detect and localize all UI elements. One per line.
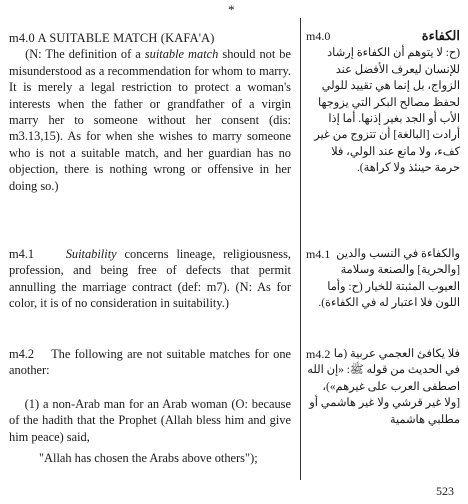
arabic-body: فلا يكافئ العجمي عربية (ما في الحديث من قوله ﷺ: «إن الله اصطفى العرب على غيرهم»)، [ولا غير قرشي ولا غير هاشمي أو مطلبي هاشمية [307,348,460,426]
section-body: concerns lineage, religiousness, profession, and being free of defects that permit annulling the marriage contract (def: m7). (N: As for color, it is of no consideration in suitability.) [9,247,292,311]
section-ref: m4.0 [9,31,35,45]
arabic-ref: m4.1 [306,247,331,261]
section-heading [9,31,215,45]
english-section-m4-2 [9,346,291,379]
english-item-1: (1) a non-Arab man for an Arab woman (O: because of the hadith that the Prophet (Allah bless him and give him peace) said, [9,397,292,444]
arabic-section-m4-1 [306,246,460,312]
section-ref: m4.2 [9,347,35,361]
section-title: A SUITABLE MATCH (KAFA'A) [37,31,215,45]
english-section-m4-0 [9,30,291,194]
page-number: 523 [436,484,454,498]
column-divider [300,18,301,480]
section-mark: * [228,2,235,17]
arabic-section-m4-0 [306,28,460,177]
english-section-m4-1 [9,246,291,312]
section-body: (N: The definition of a suitable match should not be misunderstood as a recommendation for whom to marry. It is merely a legal restriction to protect a woman's interests when the father or grandfather of a virgin marry her to someone without her consent (dis: m3.13,15). As for when she wishes to marry someone who is not a suitable match, and her guardian has no objection, there is nothing wrong or offensive in her doing so.) [9,47,291,193]
section-ref: m4.1 [9,247,35,261]
arabic-body: والكفاءة في النسب والدين [والحرية] والصنعة وسلامة العيوب المثبتة للخيار (ح: وأما اللون فلا اعتبار له في الكفاءة). [318,248,460,310]
arabic-ref: m4.2 [306,347,331,361]
arabic-section-m4-2 [306,346,460,428]
arabic-heading: الكفاءة [421,28,460,43]
arabic-body: (ح: لا يتوهم أن الكفاءة إرشاد للإنسان ليعرف الأفضل عند الزواج، بل إنما هي تقييد للولي لحفظ مصالح البكر التي يزوجها الأب أو الجد بغير إذنها. أما إذا أرادت [البالغة] أن تتزوج من غير كفء، ولا مانع عند الولي، فلا حرمة حينئذ ولا كراهة). [314,47,460,175]
section-body: The following are not suitable matches for one another: [9,347,292,378]
section-term: Suitability [65,247,117,261]
english-quote: "Allah has chosen the Arabs above others"); [39,451,258,465]
arabic-ref: m4.0 [306,29,331,43]
